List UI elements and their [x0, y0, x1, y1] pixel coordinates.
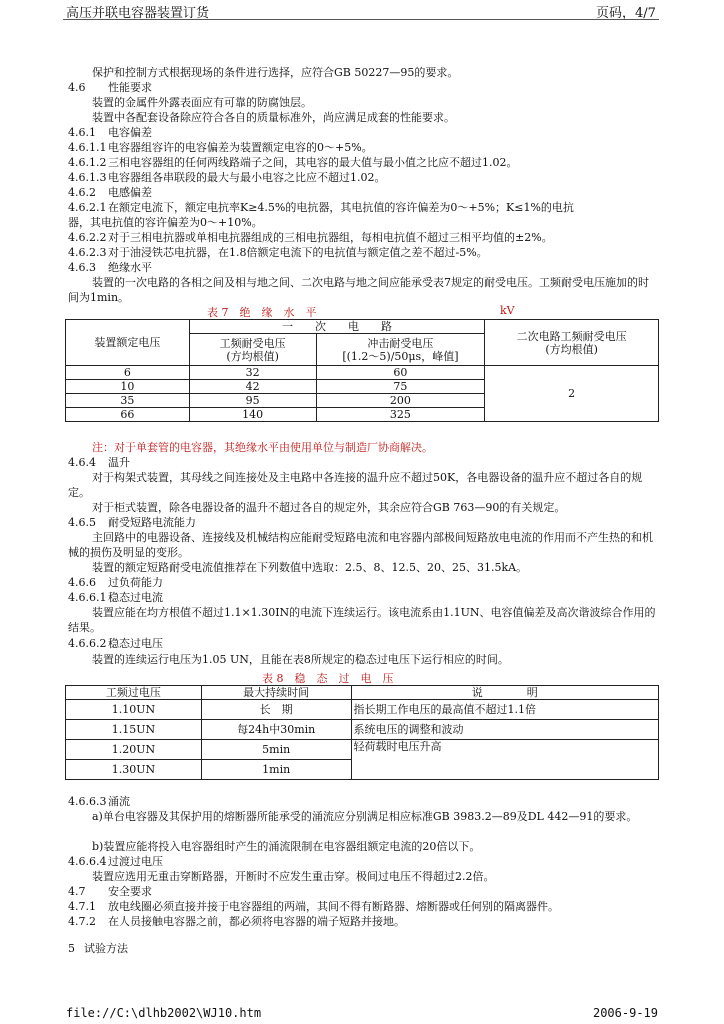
table-cell: 系统电压的调整和波动: [351, 720, 658, 740]
table-cell: 42: [189, 380, 316, 394]
table-cell: 每24h中30min: [201, 720, 351, 740]
paragraph: 装置的额定短路耐受电流值推荐在下列数值中选取：2.5、8、12.5、20、25、31.5kA。: [92, 561, 528, 574]
section-title: 绝缘水平: [108, 261, 152, 274]
table-cell: 1.10UN: [66, 700, 202, 720]
section-number: 4.6: [68, 81, 86, 94]
clause-number: 4.6.2.3: [68, 246, 107, 259]
clause-number: 4.6.1.1: [68, 141, 107, 154]
section-number: 4.6.6.2: [68, 637, 107, 650]
paragraph-insulation: 装置的一次电路的各相之间及相与地之间、二次电路与地之间应能承受表7规定的耐受电压。工频耐受电压施加的时间为1min。: [68, 276, 649, 304]
section-4-6-6-3: [68, 794, 130, 809]
clause-text: 电容器组容许的电容偏差为装置额定电容的0～+5%。: [108, 141, 373, 154]
table7-header-impulse: [316, 334, 485, 366]
section-number: 4.6.6.1: [68, 591, 107, 604]
section-4-6: [68, 80, 152, 95]
table7-note: 注：对于单套管的电容器，其绝缘水平由使用单位与制造厂协商解决。: [92, 441, 433, 454]
header-line: (方均根值): [545, 342, 598, 356]
section-4-6-6-1: [68, 590, 163, 605]
table-cell: 75: [316, 380, 485, 394]
section-number: 4.6.6.3: [68, 795, 107, 808]
table8-header-time: 最大持续时间: [201, 686, 351, 700]
clause-text: 对于油浸铁芯电抗器，在1.8倍额定电流下的电抗值与额定值之差不超过-5%。: [108, 246, 488, 259]
table7-secondary-value: 2: [485, 366, 659, 422]
clause-4-7-1: [68, 899, 559, 914]
section-title: 试验方法: [84, 942, 128, 955]
table8-header-description: 说 明: [351, 686, 658, 700]
clause-4-6-1-2: [68, 155, 518, 170]
paragraph: 主回路中的电器设备、连接线及机械结构应能耐受短路电流和电容器内部极间短路放电电流的作用而不产生热的和机械的损伤及明显的变形。: [68, 531, 653, 559]
paragraph: b)装置应能将投入电容器组时产生的涌流限制在电容器组额定电流的20倍以下。: [92, 840, 481, 853]
table-cell: 66: [66, 408, 190, 422]
section-4-6-3: [68, 260, 152, 275]
section-5: [68, 941, 128, 956]
section-number: 5: [68, 942, 75, 955]
clause-4-7-2: [68, 914, 405, 929]
table8-caption: 表 8 稳 态 过 电 压: [262, 672, 394, 685]
header-line: 冲击耐受电压: [367, 336, 434, 350]
table8-header-voltage: 工频过电压: [66, 686, 202, 700]
clause-text: 对于三相电抗器或单相电抗器组成的三相电抗器组，每相电抗值不超过三相平均值的±2%。: [108, 231, 553, 244]
section-title: 电感偏差: [108, 186, 152, 199]
clause-4-6-1-1: [68, 140, 373, 155]
section-4-6-4: [68, 455, 130, 470]
paragraph-protection: 保护和控制方式根据现场的条件进行选择，应符合GB 50227—95的要求。: [92, 66, 459, 79]
table7-header-rated: 装置额定电压: [66, 320, 190, 366]
clause-text: 三相电容器组的任何两线路端子之间，其电容的最大值与最小值之比应不超过1.02。: [108, 156, 518, 169]
clause-number: 4.6.2.1: [68, 201, 107, 214]
table-cell: 轻荷载时电压升高: [351, 740, 658, 780]
header-line: 二次电路工频耐受电压: [516, 329, 627, 343]
paragraph: 对于柜式装置，除各电器设备的温升不超过各自的规定外，其余应符合GB 763—90的有关规定。: [92, 501, 566, 514]
section-4-6-1: [68, 125, 152, 140]
section-title: 稳态过电压: [108, 637, 163, 650]
section-title: 过负荷能力: [108, 576, 163, 589]
table-cell: 长 期: [201, 700, 351, 720]
table7-header-primary: 一 次 电 路: [189, 320, 485, 334]
section-number: 4.6.6: [68, 576, 96, 589]
paragraph: a)单台电容器及其保护用的熔断器所能承受的涌流应分别满足相应标准GB 3983.2—89及DL 442—91的要求。: [92, 810, 638, 823]
clause-text: 放电线圈必须直接并接于电容器组的两端，其间不得有断路器、熔断器或任何别的隔离器件。: [108, 900, 559, 913]
section-number: 4.6.2: [68, 186, 96, 199]
table-cell: 1min: [201, 760, 351, 780]
table-cell: 60: [316, 366, 485, 380]
table-cell: 32: [189, 366, 316, 380]
section-4-6-6-2: [68, 636, 163, 651]
paragraph: 装置的连续运行电压为1.05 UN，且能在表8所规定的稳态过电压下运行相应的时间。: [92, 653, 509, 666]
clause-4-6-2-2: [68, 230, 553, 245]
clause-continuation: 器，其电抗值的容许偏差为0～+10%。: [68, 216, 263, 229]
section-number: 4.6.6.4: [68, 855, 107, 868]
paragraph: 装置中各配套设备除应符合各自的质量标准外，尚应满足成套的性能要求。: [92, 111, 455, 124]
paragraph: 装置的金属件外露表面应有可靠的防腐蚀层。: [92, 96, 312, 109]
clause-4-6-2-3: [68, 245, 488, 260]
footer-date: 2006-9-19: [592, 1006, 658, 1020]
table8: [65, 685, 659, 780]
section-title: 温升: [108, 456, 130, 469]
section-number: 4.6.1: [68, 126, 96, 139]
table-cell: 6: [66, 366, 190, 380]
table-row: [66, 740, 659, 760]
header-line: 工频耐受电压: [219, 336, 286, 350]
clause-4-6-2-1: [68, 200, 574, 215]
section-4-6-5: [68, 515, 196, 530]
header-line: (方均根值): [226, 349, 279, 363]
table7-unit: kV: [500, 304, 515, 317]
section-title: 耐受短路电流能力: [108, 516, 196, 529]
section-title: 稳态过电流: [108, 591, 163, 604]
footer-file-path: file://C:\dlhb2002\WJ10.htm: [66, 1006, 262, 1020]
table-row: [66, 366, 659, 380]
clause-text: 在人员接触电容器之前，都必须将电容器的端子短路并接地。: [108, 915, 405, 928]
header-rule: [63, 19, 659, 20]
section-4-6-6-4: [68, 854, 163, 869]
table-cell: 1.15UN: [66, 720, 202, 740]
table-cell: 140: [189, 408, 316, 422]
table-cell: 95: [189, 394, 316, 408]
table-cell: 10: [66, 380, 190, 394]
section-number: 4.6.3: [68, 261, 96, 274]
paragraph: 装置应能在均方根值不超过1.1×1.30IN的电流下连续运行。该电流系由1.1UN、电容值偏差及高次谐波综合作用的结果。: [68, 606, 656, 634]
section-title: 电容偏差: [108, 126, 152, 139]
section-number: 4.6.5: [68, 516, 96, 529]
paragraph: 装置应选用无重击穿断路器，开断时不应发生重击穿。极间过电压不得超过2.2倍。: [92, 870, 495, 883]
clause-number: 4.6.2.2: [68, 231, 107, 244]
table-row: [66, 720, 659, 740]
table-cell: 指长期工作电压的最高值不超过1.1倍: [351, 700, 658, 720]
table7-header-power-frequency: [189, 334, 316, 366]
table-cell: 1.20UN: [66, 740, 202, 760]
section-title: 性能要求: [108, 81, 152, 94]
clause-number: 4.7.1: [68, 900, 96, 913]
table-cell: 325: [316, 408, 485, 422]
table7-caption: 表 7 绝 缘 水 平: [207, 306, 317, 319]
header-line: [(1.2～5)/50μs，峰值]: [342, 349, 459, 363]
clause-number: 4.6.1.3: [68, 171, 107, 184]
table-row: [66, 700, 659, 720]
clause-text: 电容器组各串联段的最大与最小电容之比应不超过1.02。: [108, 171, 386, 184]
section-title: 涌流: [108, 795, 130, 808]
table-cell: 200: [316, 394, 485, 408]
section-number: 4.6.4: [68, 456, 96, 469]
clause-4-6-1-3: [68, 170, 386, 185]
table-cell: 1.30UN: [66, 760, 202, 780]
table7-header-secondary: [485, 320, 659, 366]
table-cell: 5min: [201, 740, 351, 760]
clause-number: 4.6.1.2: [68, 156, 107, 169]
clause-number: 4.7.2: [68, 915, 96, 928]
table7: [65, 319, 659, 422]
paragraph: 对于构架式装置，其母线之间连接处及主电路中各连接的温升应不超过50K，各电器设备的温升应不超过各自的规定。: [68, 471, 643, 499]
section-title: 安全要求: [108, 885, 152, 898]
page-number: 页码，4/7: [596, 6, 656, 21]
table-cell: 35: [66, 394, 190, 408]
section-4-7: [68, 884, 152, 899]
clause-text: 在额定电流下，额定电抗率K≥4.5%的电抗器，其电抗值的容许偏差为0～+5%；K≤1%的电抗: [108, 201, 574, 214]
section-4-6-2: [68, 185, 152, 200]
header-title: 高压并联电容器装置订货: [66, 6, 210, 21]
section-4-6-6: [68, 575, 163, 590]
section-title: 过渡过电压: [108, 855, 163, 868]
section-number: 4.7: [68, 885, 86, 898]
